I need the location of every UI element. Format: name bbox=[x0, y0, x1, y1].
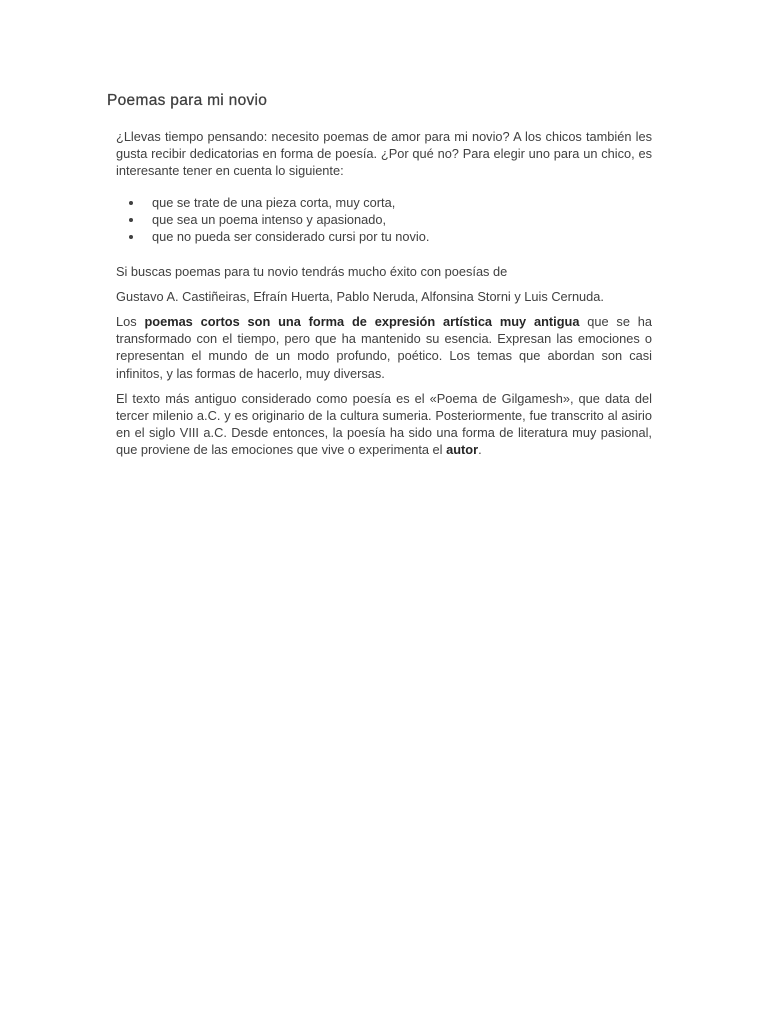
list-item bbox=[116, 194, 652, 211]
document-body bbox=[116, 128, 652, 459]
list-item-text: que se trate de una pieza corta, muy corta, bbox=[152, 194, 396, 210]
paragraph-lead-text: Los bbox=[116, 314, 145, 330]
bold-word-author: autor bbox=[446, 442, 479, 458]
history-paragraph bbox=[116, 390, 652, 459]
bullet-icon bbox=[129, 235, 133, 239]
poets-list-paragraph: Gustavo A. Castiñeiras, Efraín Huerta, Pablo Neruda, Alfonsina Storni y Luis Cernuda. bbox=[116, 288, 604, 304]
bold-phrase: poemas cortos son una forma de expresión artística muy antigua bbox=[144, 314, 580, 330]
bullet-icon bbox=[129, 218, 133, 222]
list-item-text: que no pueda ser considerado cursi por tu novio. bbox=[152, 228, 430, 244]
page-title: Poemas para mi novio bbox=[107, 92, 268, 109]
short-poems-paragraph bbox=[116, 313, 652, 382]
list-item bbox=[116, 228, 652, 245]
poets-intro-paragraph: Si buscas poemas para tu novio tendrás mucho éxito con poesías de bbox=[116, 263, 508, 279]
criteria-list bbox=[116, 194, 652, 245]
paragraph-rest-text: que se ha transformado con el tiempo, pero que ha mantenido su esencia. Expresan las emociones o representan el mundo de un modo profundo, poético. Los temas que abordan son casi infinitos, y las formas de hacerlo, muy diversas. bbox=[116, 314, 652, 381]
paragraph-text: El texto más antiguo considerado como poesía es el «Poema de Gilgamesh», que data del tercer milenio a.C. y es originario de la cultura sumeria. Posteriormente, fue transcrito al asirio en el siglo VIII a.C. Desde entonces, la poesía ha sido una forma de literatura muy pasional, que proviene de las emociones que vive o experimenta el bbox=[116, 390, 652, 458]
intro-paragraph: ¿Llevas tiempo pensando: necesito poemas de amor para mi novio? A los chicos también les gusta recibir dedicatorias en forma de poesía. ¿Por qué no? Para elegir uno para un chico, es interesante tener en cuenta lo siguiente: bbox=[116, 129, 652, 179]
bullet-icon bbox=[129, 201, 133, 205]
paragraph-end-text: . bbox=[478, 442, 482, 458]
list-item bbox=[116, 211, 652, 228]
list-item-text: que sea un poema intenso y apasionado, bbox=[152, 211, 387, 227]
